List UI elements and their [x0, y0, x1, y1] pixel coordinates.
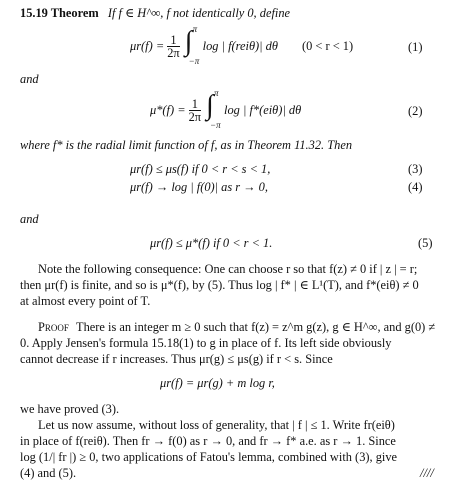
- theorem-heading-line: [20, 6, 290, 20]
- eq2-fraction: [189, 98, 201, 123]
- eq2-number: (2): [408, 104, 423, 118]
- eq2-integrand: log | f*(eiθ)| dθ: [224, 103, 302, 117]
- and-1: and: [20, 72, 39, 86]
- proof-line-5: Let us now assume, without loss of generality, that | f | ≤ 1. Write fr(eiθ): [38, 418, 395, 432]
- proof-line-3: cannot decrease if r increases. Thus μr(g) ≤ μs(g) if r < s. Since: [20, 352, 333, 366]
- proof-line-1-text: There is an integer m ≥ 0 such that f(z) = z^m g(z), g ∈ H^∞, and g(0) ≠: [76, 320, 436, 334]
- proof-line-8: (4) and (5).: [20, 466, 77, 480]
- proof-label: Proof: [38, 320, 69, 334]
- and-2: and: [20, 212, 39, 226]
- note-line-2: then μr(f) is finite, and so is μ*(f), by (5). Thus log | f* | ∈ L¹(T), and f*(eiθ) ≠ 0: [20, 278, 419, 292]
- eq2-frac-num: 1: [189, 98, 201, 111]
- eq1-lhs: μr(f) =: [130, 39, 165, 53]
- note-line-1: Note the following consequence: One can choose r so that f(z) ≠ 0 if | z | = r;: [38, 262, 418, 276]
- theorem-heading: 15.19 Theorem: [20, 6, 99, 20]
- proof-line-2: 0. Apply Jensen's formula 15.18(1) to g in place of f. Its left side obviously: [20, 336, 392, 350]
- eq5-number: (5): [418, 236, 433, 250]
- qed-mark: ////: [420, 466, 434, 480]
- eq1-integrand: log | f(reiθ)| dθ: [202, 39, 278, 53]
- eq2-integral-sign: ∫ π −π: [206, 88, 221, 130]
- equation-2: [150, 88, 302, 130]
- equation-5: μr(f) ≤ μ*(f) if 0 < r < 1.: [150, 236, 273, 250]
- eq2-int-lower: −π: [210, 120, 221, 130]
- eq1-fraction: [167, 34, 179, 59]
- proof-equation: μr(f) = μr(g) + m log r,: [160, 376, 275, 390]
- proof-line-7: log (1/| fr |) ≥ 0, two applications of Fatou's lemma, combined with (3), give: [20, 450, 398, 464]
- eq2-int-upper: π: [214, 88, 219, 98]
- equation-1: [130, 24, 354, 66]
- eq1-number: (1): [408, 40, 423, 54]
- eq1-condition: (0 < r < 1): [301, 39, 354, 53]
- equation-4: μr(f) → log | f(0)| as r → 0,: [130, 180, 268, 194]
- eq1-frac-num: 1: [167, 34, 179, 47]
- eq2-lhs: μ*(f) =: [150, 103, 186, 117]
- theorem-intro: If f ∈ H^∞, f not identically 0, define: [107, 6, 291, 20]
- eq1-frac-den: 2π: [167, 45, 180, 60]
- proof-line-1: [38, 320, 435, 334]
- proof-line-6: in place of f(reiθ). Then fr → f(0) as r → 0, and fr → f* a.e. as r → 1. Since: [20, 434, 396, 448]
- proof-line-4: we have proved (3).: [20, 402, 120, 416]
- eq1-int-lower: −π: [188, 56, 200, 66]
- eq4-number: (4): [408, 180, 423, 194]
- eq3-number: (3): [408, 162, 423, 176]
- eq1-integral-sign: ∫ π −π: [184, 24, 200, 66]
- equation-3: μr(f) ≤ μs(f) if 0 < r < s < 1,: [130, 162, 271, 176]
- eq1-int-upper: π: [192, 24, 198, 34]
- eq2-frac-den: 2π: [188, 109, 202, 124]
- note-line-3: at almost every point of T.: [20, 294, 151, 308]
- where-line: where f* is the radial limit function of f, as in Theorem 11.32. Then: [20, 138, 353, 152]
